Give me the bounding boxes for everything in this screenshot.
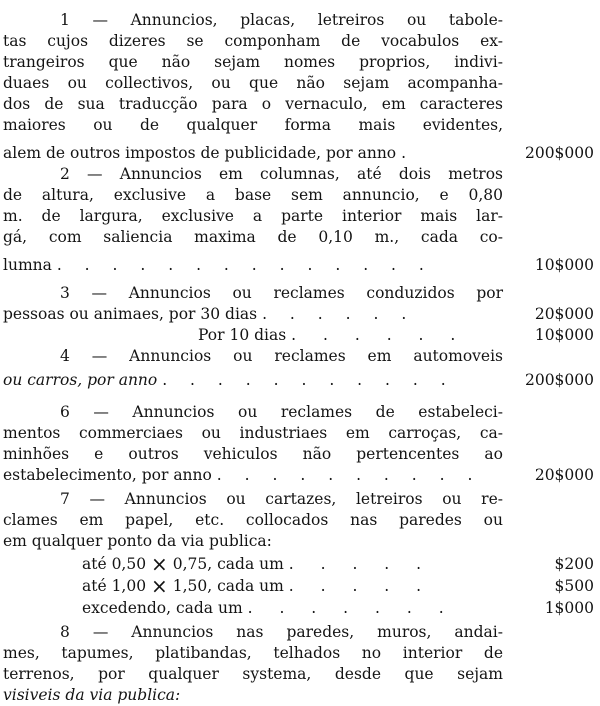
text-line: até 1,00 × 1,50, cada um . . . . .	[82, 574, 433, 598]
text-line: lumna . . . . . . . . . . . . . .	[3, 256, 433, 274]
text-line: tas cujos dizeres se componham de vocabulos ex-	[3, 32, 503, 50]
amount: 1$000	[544, 599, 594, 617]
text-line: estabelecimento, por anno . . . . . . . . . .	[3, 466, 482, 484]
amount: 10$000	[534, 326, 594, 344]
text-line: em qualquer ponto da via publica:	[3, 532, 272, 550]
text-line: 1 — Annuncios, placas, letreiros ou tabole-	[60, 11, 503, 29]
text-line: 8 — Annuncios nas paredes, muros, andai-	[60, 623, 503, 641]
text-line: maiores ou de qualquer forma mais evidentes,	[3, 116, 503, 134]
amount: 200$000	[524, 371, 594, 389]
text-line: gá, com saliencia maxima de 0,10 m., cada co-	[3, 228, 503, 246]
text-line: pessoas ou animaes, por 30 dias . . . . . .	[3, 305, 416, 323]
amount: 10$000	[534, 256, 594, 274]
text-line: alem de outros impostos de publicidade, por anno .	[3, 144, 416, 162]
text-line: dos de sua traducção para o vernaculo, em caracteres	[3, 95, 503, 113]
amount: 200$000	[524, 144, 594, 162]
text-line: 6 — Annuncios ou reclames de estabeleci-	[60, 403, 503, 421]
text-line: trangeiros que não sejam nomes proprios, indivi-	[3, 53, 503, 71]
text-line: clames em papel, etc. collocados nas paredes ou	[3, 511, 503, 529]
text-line: 2 — Annuncios em columnas, até dois metros	[60, 165, 503, 183]
text-line: duaes ou collectivos, ou que não sejam acompanha-	[3, 74, 503, 92]
amount: $200	[554, 555, 594, 573]
amount: $500	[554, 577, 594, 595]
text-line: ou carros, por anno . . . . . . . . . . .	[3, 371, 455, 389]
text-line: até 0,50 × 0,75, cada um . . . . .	[82, 552, 433, 576]
amount: 20$000	[534, 466, 594, 484]
text-line: excedendo, cada um . . . . . . .	[82, 599, 455, 617]
text-line: 7 — Annuncios ou cartazes, letreiros ou re-	[60, 490, 503, 508]
text-line: mentos commerciaes ou industriaes em carroças, ca-	[3, 424, 503, 442]
text-line: m. de largura, exclusive a parte interior mais lar-	[3, 207, 503, 225]
text-line: visiveis da via publica:	[3, 686, 181, 704]
text-line: de altura, exclusive a base sem annuncio, e 0,80	[3, 186, 503, 204]
amount: 20$000	[534, 305, 594, 323]
text-line: mes, tapumes, platibandas, telhados no interior de	[3, 644, 503, 662]
text-line: Por 10 dias . . . . . .	[198, 326, 467, 344]
text-line: terrenos, por qualquer systema, desde que sejam	[3, 665, 503, 683]
text-line: 4 — Annuncios ou reclames em automoveis	[60, 347, 503, 365]
text-line: minhões e outros vehiculos não pertencentes ao	[3, 445, 503, 463]
text-line: 3 — Annuncios ou reclames conduzidos por	[60, 284, 503, 302]
